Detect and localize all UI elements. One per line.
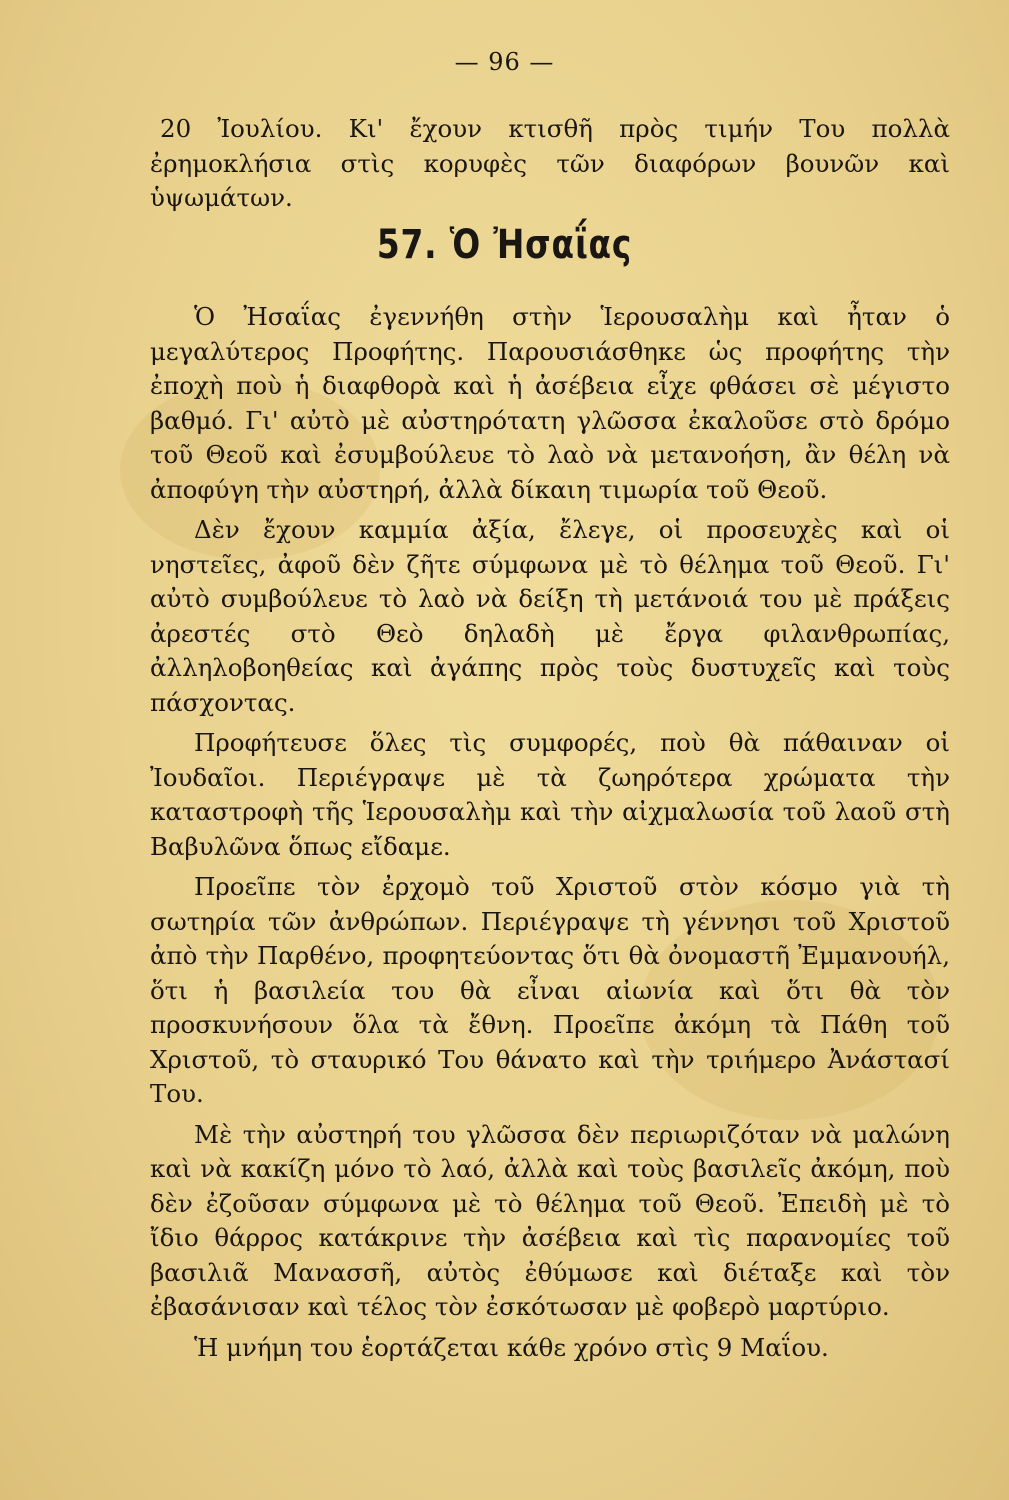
intro-paragraph: 20 Ἰουλίου. Κι' ἔχουν κτισθῆ πρὸς τιμήν Του πολλὰ ἐρημοκλήσια στὶς κορυφὲς τῶν διαφόρων βουνῶν καὶ ὑψωμάτων. [150,114,950,212]
page-number: — 96 — [454,48,555,76]
paragraph: Προφήτευσε ὅλες τὶς συμφορές, ποὺ θὰ πάθαιναν οἱ Ἰουδαῖοι. Περιέγραψε μὲ τὰ ζωηρότερα χρώματα τὴν καταστροφὴ τῆς Ἱερουσαλὴμ καὶ τὴν αἰχμαλωσία τοῦ λαοῦ στὴ Βαβυλῶνα ὅπως εἴδαμε. [150,728,950,861]
section-body [150,300,950,1371]
paragraph: Δὲν ἔχουν καμμία ἀξία, ἔλεγε, οἱ προσευχὲς καὶ οἱ νηστεῖες, ἀφοῦ δὲν ζῆτε σύμφωνα μὲ τὸ θέλημα τοῦ Θεοῦ. Γι' αὐτὸ συμβούλευε τὸ λαὸ νὰ δείξη τὴ μετάνοιά του μὲ πράξεις ἀρεστές στὸ Θεὸ δηλαδὴ μὲ ἔργα φιλανθρωπίας, ἀλληλοβοηθείας καὶ ἀγάπης πρὸς τοὺς δυστυχεῖς καὶ τοὺς πάσχοντας. [150,515,950,717]
paragraph: Προεῖπε τὸν ἐρχομὸ τοῦ Χριστοῦ στὸν κόσμο γιὰ τὴ σωτηρία τῶν ἀνθρώπων. Περιέγραψε τὴ γέννησι τοῦ Χριστοῦ ἀπὸ τὴν Παρθένο, προφητεύοντας ὅτι θὰ ὀνομαστῆ Ἐμμανουήλ, ὅτι ἡ βασιλεία του θὰ εἶναι αἰωνία καὶ ὅτι θὰ τὸν προσκυνήσουν ὅλα τὰ ἔθνη. Προεῖπε ἀκόμη τὰ Πάθη τοῦ Χριστοῦ, τὸ σταυρικό Του θάνατο καὶ τὴν τριήμερο Ἀνάστασί Του. [150,872,950,1108]
paragraph: Ὁ Ἠσαΐας ἐγεννήθη στὴν Ἱερουσαλὴμ καὶ ἦταν ὁ μεγαλύτερος Προφήτης. Παρουσιάσθηκε ὡς προφήτης τὴν ἐποχὴ ποὺ ἡ διαφθορὰ καὶ ἡ ἀσέβεια εἶχε φθάσει σὲ μέγιστο βαθμό. Γι' αὐτὸ μὲ αὐστηρότατη γλῶσσα ἐκαλοῦσε στὸ δρόμο τοῦ Θεοῦ καὶ ἐσυμβούλευε τὸ λαὸ νὰ μετανοήση, ἂν θέλη νὰ ἀποφύγη τὴν αὐστηρή, ἀλλὰ δίκαιη τιμωρία τοῦ Θεοῦ. [150,302,950,504]
paragraph: Ἡ μνήμη του ἑορτάζεται κάθε χρόνο στὶς 9 Μαΐου. [194,1332,829,1362]
intro-text [150,112,950,216]
paragraph: Μὲ τὴν αὐστηρή του γλῶσσα δὲν περιωριζόταν νὰ μαλώνη καὶ νὰ κακίζη μόνο τὸ λαό, ἀλλὰ καὶ τοὺς βασιλεῖς ἀκόμη, ποὺ δὲν ἐζοῦσαν σύμφωνα μὲ τὸ θέλημα τοῦ Θεοῦ. Ἐπειδὴ μὲ τὸ ἴδιο θάρρος κατάκρινε τὴν ἀσέβεια καὶ τὶς παρανομίες τοῦ βασιλιᾶ Μανασσῆ, αὐτὸς ἐθύμωσε καὶ διέταξε καὶ τὸν ἐβασάνισαν καὶ τέλος τὸν ἐσκότωσαν μὲ φοβερὸ μαρτύριο. [150,1119,950,1321]
section-heading: 57. Ὁ Ἠσαΐας [376,222,633,268]
